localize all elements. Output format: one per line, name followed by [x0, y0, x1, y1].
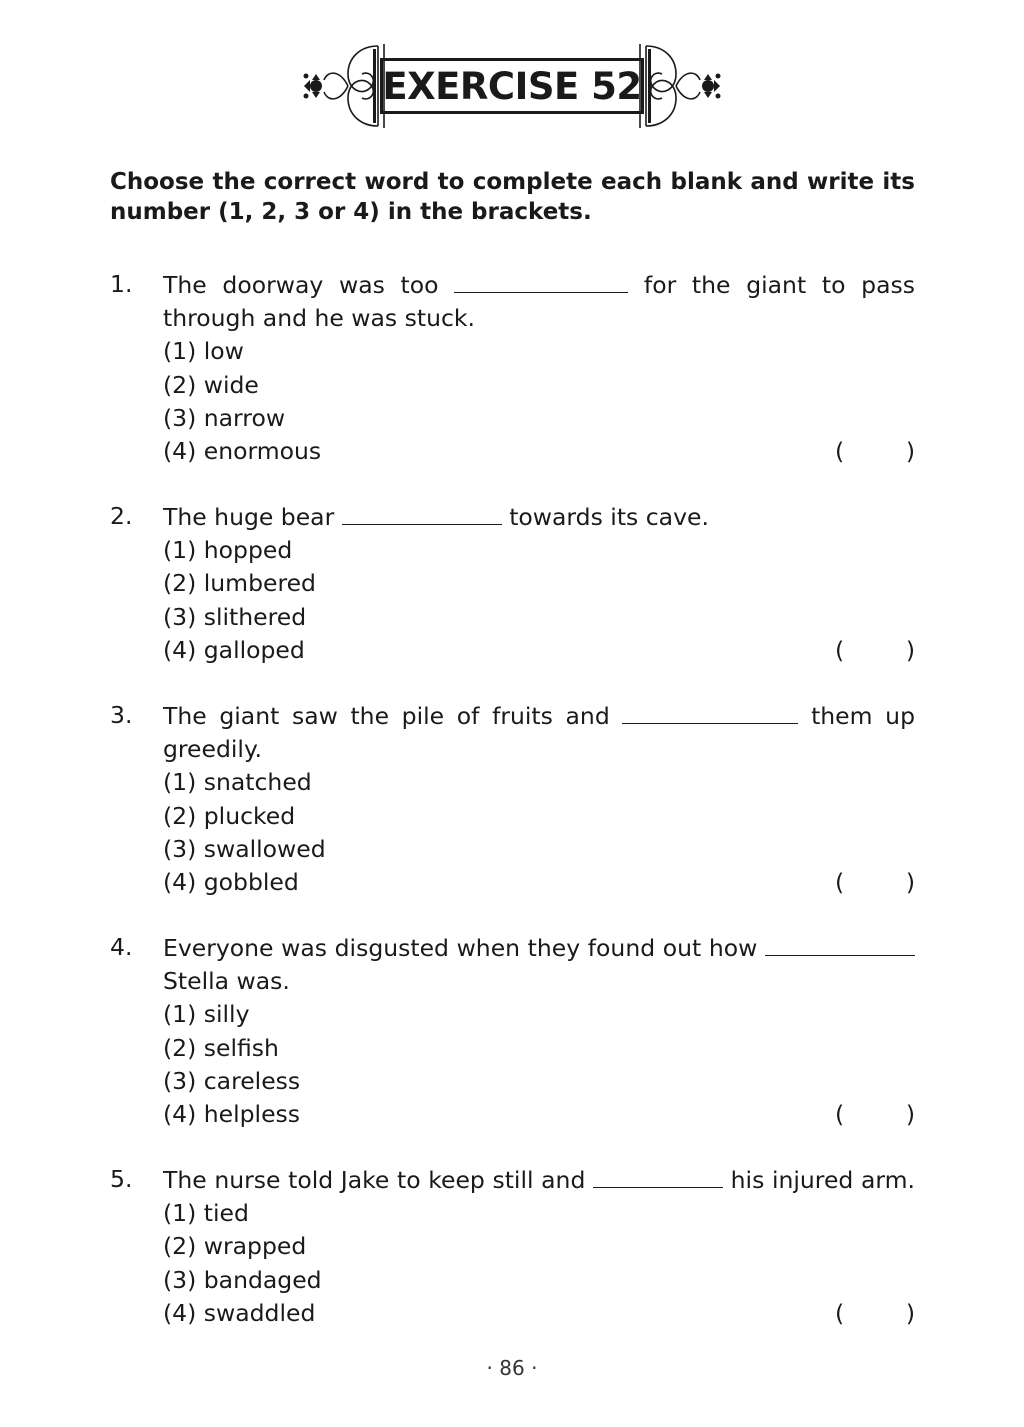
option-list [163, 1197, 915, 1330]
option-3: (3) swallowed [163, 834, 326, 863]
option-1: (1) hopped [163, 536, 293, 565]
title-banner [300, 40, 724, 132]
question-number: 1. [110, 270, 133, 298]
answer-blank[interactable] [454, 268, 628, 293]
question-stem: The nurse told Jake to keep still and his injured arm. [163, 1163, 915, 1197]
answer-blank[interactable] [593, 1163, 723, 1188]
page-number: · 86 · [486, 1356, 538, 1380]
option-list [163, 335, 915, 468]
question-3 [110, 699, 915, 899]
question-number: 4. [110, 933, 133, 961]
answer-bracket[interactable]: ( ) [835, 437, 915, 466]
option-2: (2) wrapped [163, 1232, 307, 1261]
option-4: (4) swaddled [163, 1298, 316, 1327]
option-3: (3) bandaged [163, 1265, 322, 1294]
answer-blank[interactable] [342, 500, 502, 525]
question-number: 2. [110, 502, 133, 530]
question-5 [110, 1163, 915, 1330]
option-1: (1) snatched [163, 768, 312, 797]
option-1: (1) low [163, 337, 244, 366]
answer-bracket[interactable]: ( ) [835, 1100, 915, 1129]
option-list [163, 998, 915, 1131]
option-4: (4) galloped [163, 635, 305, 664]
question-stem-continued: Stella was. [163, 967, 290, 996]
option-3: (3) slithered [163, 602, 307, 631]
question-2 [110, 500, 915, 667]
page-title: EXERCISE 52 [382, 64, 642, 108]
question-number: 5. [110, 1165, 133, 1193]
question-stem-continued: greedily. [163, 735, 262, 764]
option-list [163, 766, 915, 899]
question-1 [110, 268, 915, 468]
option-2: (2) wide [163, 370, 259, 399]
answer-blank[interactable] [622, 699, 798, 724]
option-3: (3) narrow [163, 403, 286, 432]
option-1: (1) silly [163, 1000, 250, 1029]
option-3: (3) careless [163, 1066, 301, 1095]
question-stem: The huge bear towards its cave. [163, 500, 915, 534]
question-number: 3. [110, 701, 133, 729]
option-4: (4) gobbled [163, 868, 299, 897]
question-4 [110, 931, 915, 1131]
option-2: (2) selfish [163, 1033, 279, 1062]
question-stem: The doorway was too for the giant to pass [163, 268, 915, 302]
answer-bracket[interactable]: ( ) [835, 868, 915, 897]
option-2: (2) plucked [163, 801, 296, 830]
option-2: (2) lumbered [163, 569, 316, 598]
option-list [163, 534, 915, 667]
instructions: Choose the correct word to complete each blank and write its number (1, 2, 3 or 4) in the brackets. [110, 169, 915, 225]
title-box [380, 58, 644, 114]
answer-bracket[interactable]: ( ) [835, 635, 915, 664]
question-stem-continued: through and he was stuck. [163, 304, 475, 333]
option-4: (4) enormous [163, 437, 322, 466]
answer-bracket[interactable]: ( ) [835, 1298, 915, 1327]
option-1: (1) tied [163, 1199, 249, 1228]
answer-blank[interactable] [765, 931, 915, 956]
right-scroll-ornament-icon [636, 40, 724, 132]
question-stem: The giant saw the pile of fruits and them up [163, 699, 915, 733]
question-stem: Everyone was disgusted when they found out how [163, 931, 915, 965]
option-4: (4) helpless [163, 1100, 301, 1129]
